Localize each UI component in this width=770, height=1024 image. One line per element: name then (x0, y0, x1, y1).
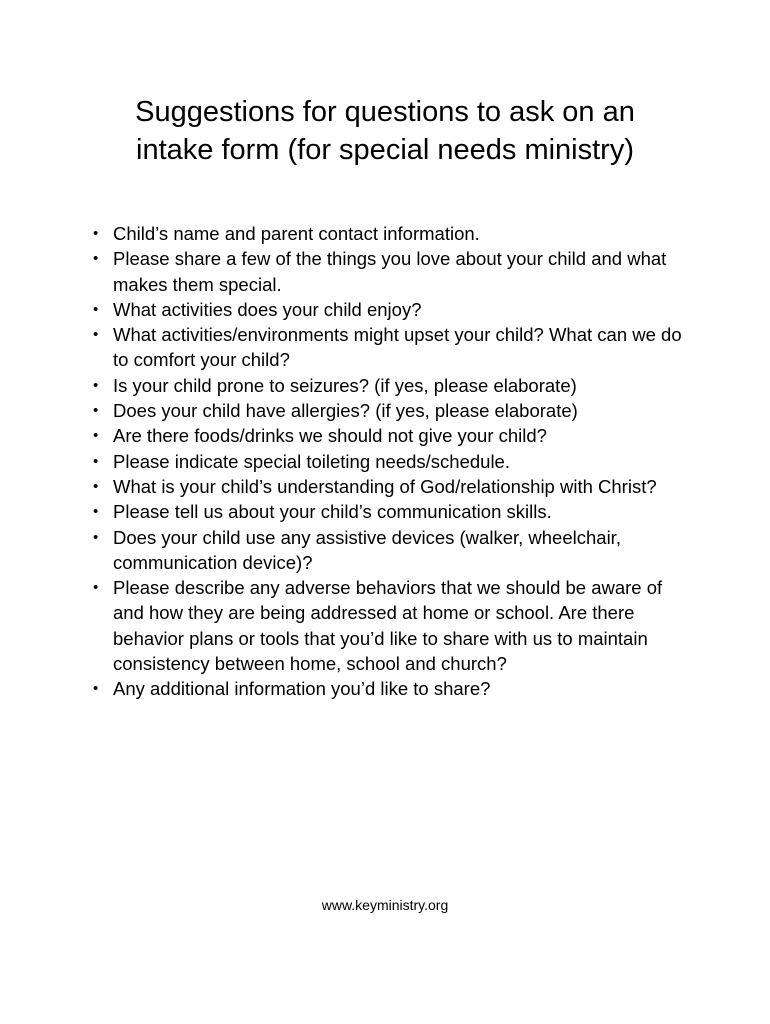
list-item-text: What activities/environments might upset your child? What can we do to comfort your child? (113, 324, 682, 371)
title-line-1: Suggestions for questions to ask on an (135, 96, 635, 128)
bullet-icon: • (93, 528, 99, 546)
list-item-text: Does your child have allergies? (if yes, please elaborate) (113, 400, 578, 422)
bullet-icon: • (93, 326, 99, 344)
list-item (93, 246, 693, 297)
list-item-text: Is your child prone to seizures? (if yes, please elaborate) (113, 374, 577, 396)
list-item (93, 373, 693, 398)
list-item-text: Please indicate special toileting needs/schedule. (113, 450, 510, 472)
bullet-icon: • (93, 452, 99, 470)
list-item (93, 575, 693, 676)
bullet-icon: • (93, 427, 99, 445)
bullet-icon: • (93, 503, 99, 521)
list-item-text: Any additional information you’d like to share? (113, 678, 491, 700)
list-item-text: Please describe any adverse behaviors that we should be aware of and how they are being addressed at home or school. Are there behavior plans or tools that you’d like to share with us to maintain consistency between home, school and church? (113, 577, 663, 675)
list-item (93, 499, 693, 524)
list-item (93, 398, 693, 423)
list-item-text: Child’s name and parent contact information. (113, 223, 480, 244)
list-item-text: Please tell us about your child’s communication skills. (113, 501, 552, 523)
list-item (93, 676, 693, 701)
list-item-text: What activities does your child enjoy? (113, 298, 422, 320)
bullet-icon: • (93, 402, 99, 420)
list-item (93, 525, 693, 576)
document-title (0, 93, 770, 169)
bullet-icon: • (93, 376, 99, 394)
list-item (93, 423, 693, 448)
list-item (93, 297, 693, 322)
bullet-icon: • (93, 250, 99, 268)
bullet-icon: • (93, 477, 99, 495)
list-item-text: Does your child use any assistive devices (walker, wheelchair, communication device)? (113, 526, 621, 573)
list-item-text: Are there foods/drinks we should not give your child? (113, 425, 547, 447)
list-item-text: Please share a few of the things you love about your child and what makes them special. (113, 248, 667, 295)
bullet-icon: • (93, 225, 99, 242)
footer-url: www.keyministry.org (321, 897, 449, 913)
list-item (93, 449, 693, 474)
bullet-icon: • (93, 579, 99, 597)
list-item (93, 221, 693, 246)
list-item-text: What is your child’s understanding of God/relationship with Christ? (113, 475, 657, 497)
title-line-2: intake form (for special needs ministry) (136, 134, 634, 166)
list-item (93, 322, 693, 373)
question-list (93, 221, 693, 702)
list-item (93, 474, 693, 499)
bullet-icon: • (93, 300, 99, 318)
bullet-icon: • (93, 680, 99, 698)
